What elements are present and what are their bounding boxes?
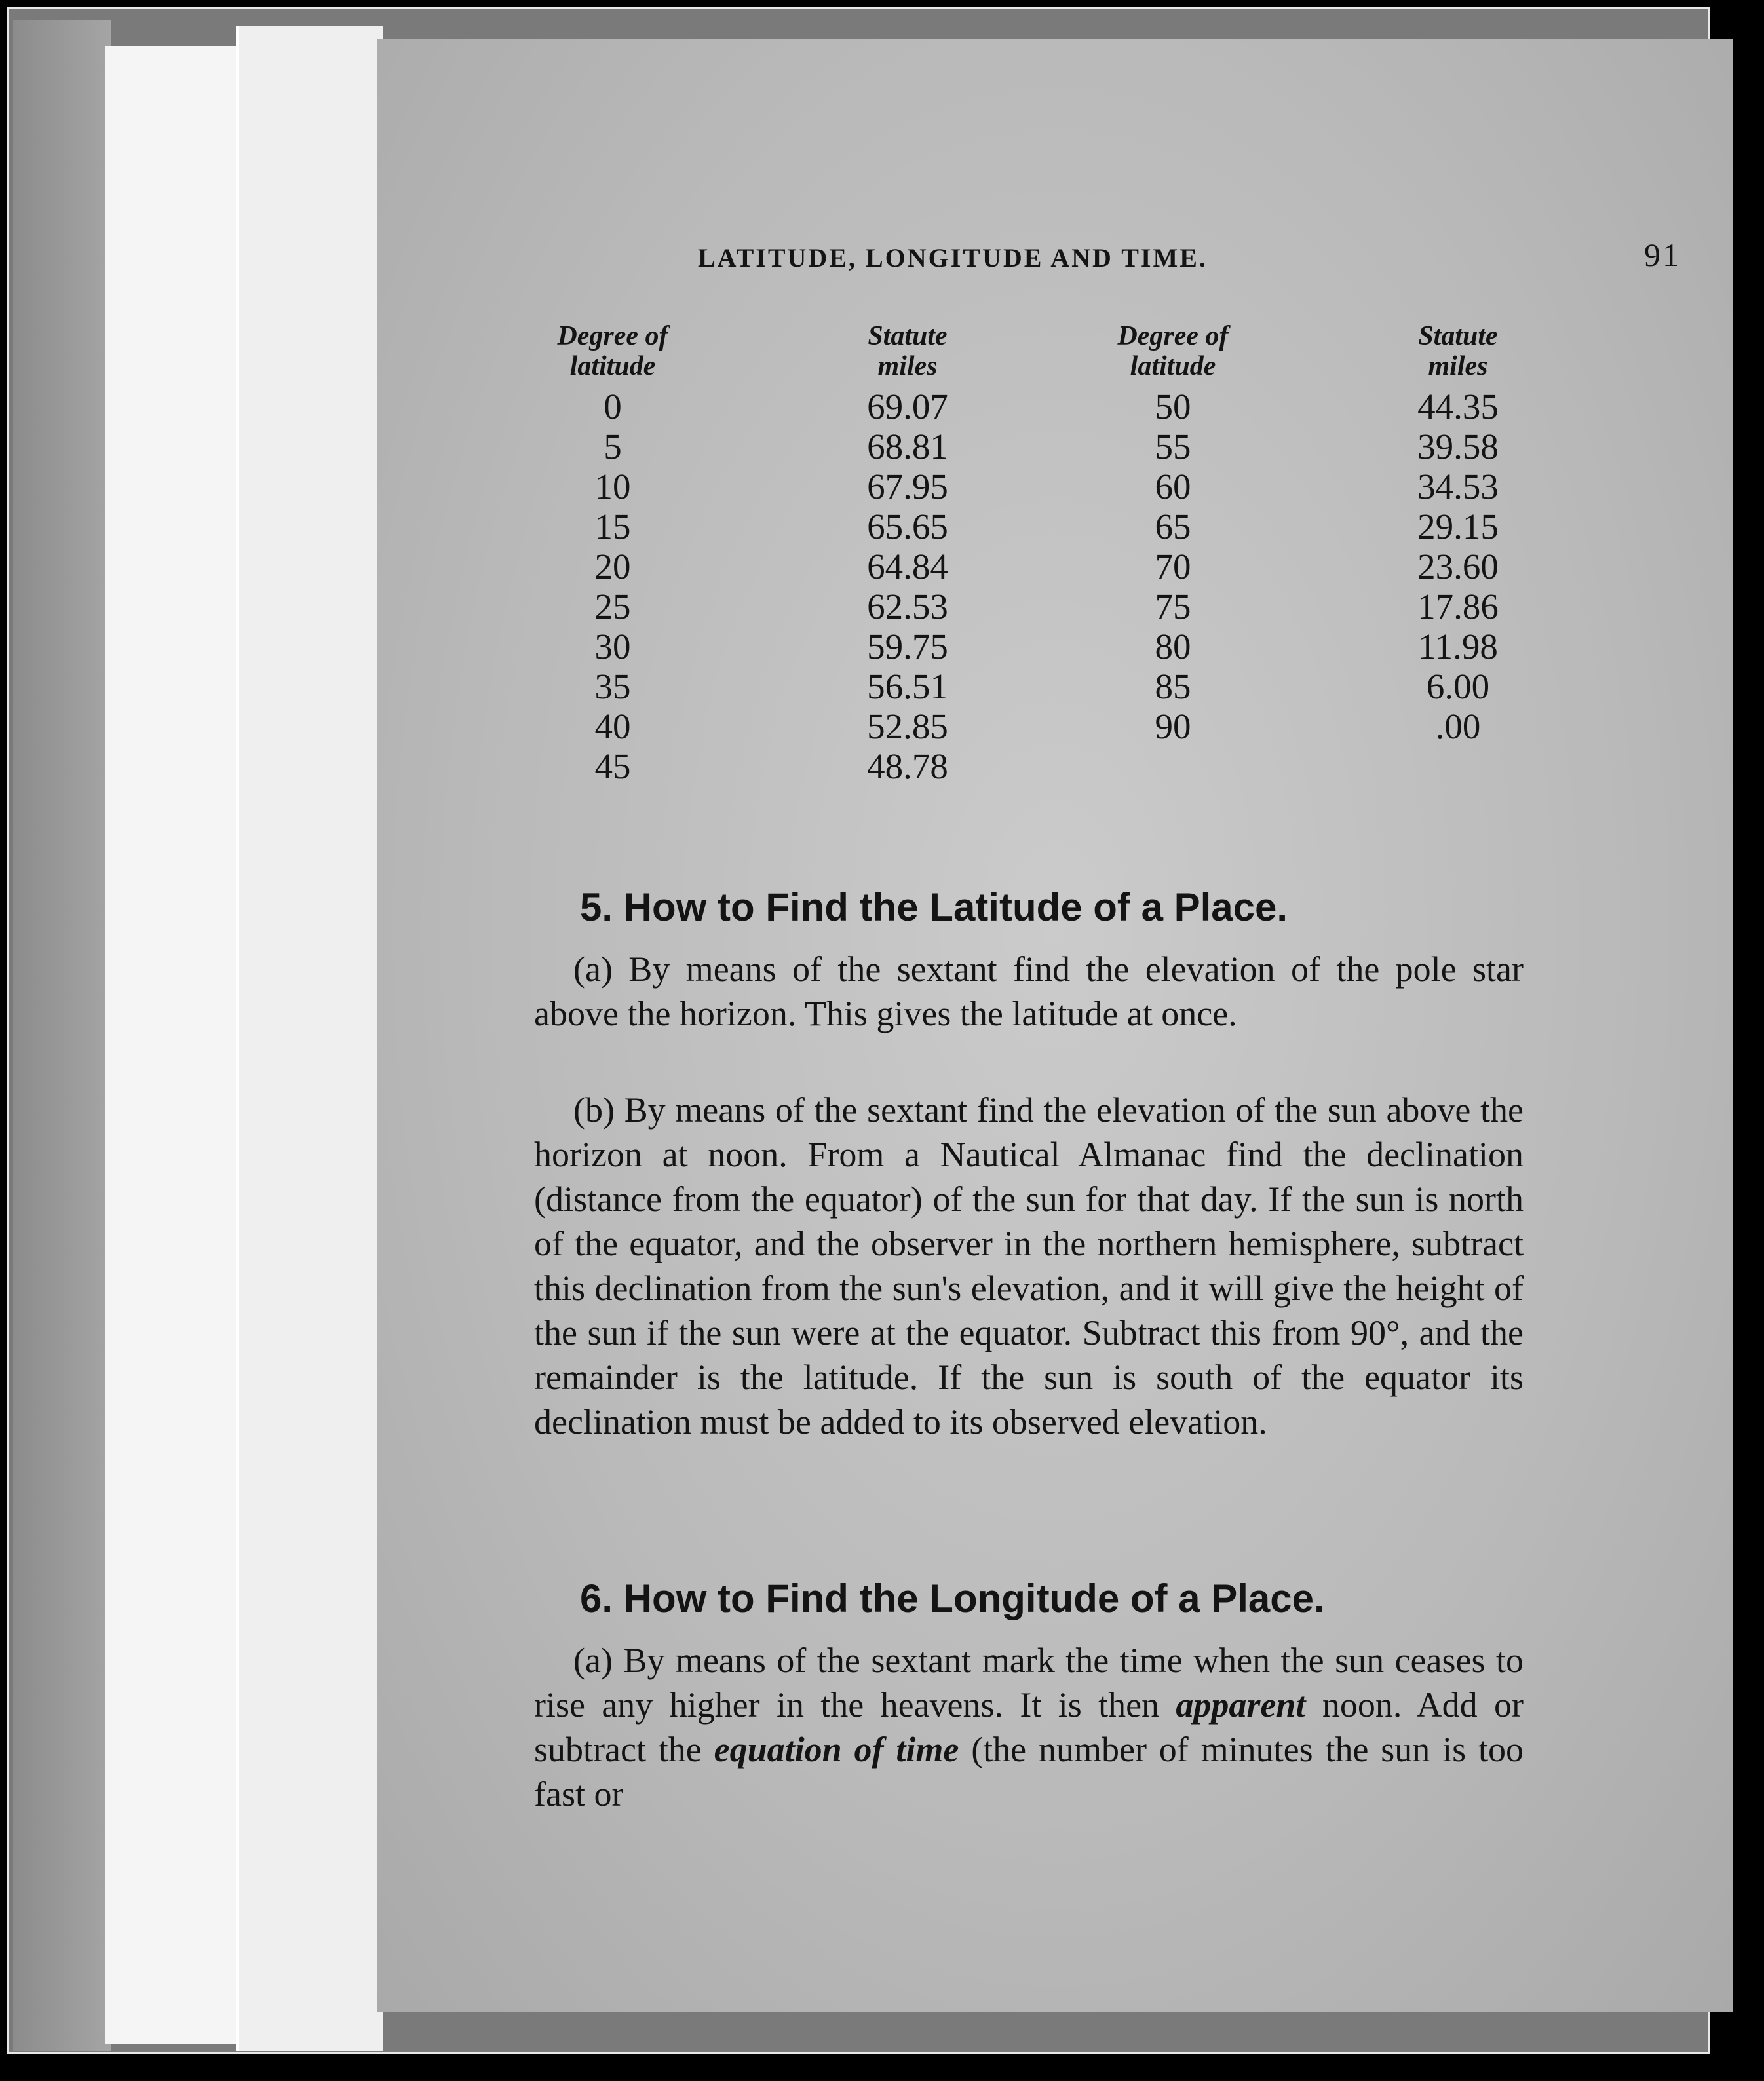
table-cell: 75 <box>1155 586 1191 626</box>
latitude-degree-table <box>508 321 1687 911</box>
table-cell: 50 <box>1155 387 1191 427</box>
column-header: Statute miles <box>1418 321 1498 381</box>
table-column-degree-right <box>1052 321 1294 746</box>
table-cell: 55 <box>1155 427 1191 467</box>
table-cell: 34.53 <box>1417 467 1499 506</box>
paragraph-text: noon. Add or subtract the <box>534 1685 1524 1769</box>
left-page-edge <box>13 20 111 2051</box>
table-cell: 64.84 <box>867 546 948 586</box>
table-cell: 59.75 <box>867 626 948 666</box>
table-cell: 67.95 <box>867 467 948 506</box>
table-column-miles-left <box>783 321 1032 786</box>
table-cell: 0 <box>604 387 622 427</box>
book-page <box>377 39 1733 2012</box>
book-edge-strip <box>105 46 236 2044</box>
table-cell: 80 <box>1155 626 1191 666</box>
table-column-miles-right <box>1333 321 1582 746</box>
italic-term-equation-of-time: equation of time <box>714 1730 959 1769</box>
table-cell: 6.00 <box>1426 666 1490 706</box>
paragraph-text: (a) By means of the sextant mark the time when the sun ceases to rise any higher in the heavens. It is then <box>534 1641 1524 1725</box>
column-header: Degree of latitude <box>557 321 668 381</box>
table-cell: 20 <box>594 546 631 586</box>
table-cell: 15 <box>594 506 631 546</box>
column-header: Statute miles <box>868 321 948 381</box>
table-cell: 62.53 <box>867 586 948 626</box>
table-cell: 10 <box>594 467 631 506</box>
table-cell: 56.51 <box>867 666 948 706</box>
table-cell: .00 <box>1435 706 1481 746</box>
table-cell: 39.58 <box>1417 427 1499 467</box>
table-cell: 65.65 <box>867 506 948 546</box>
table-cell: 60 <box>1155 467 1191 506</box>
table-cell: 85 <box>1155 666 1191 706</box>
section-5-paragraph-a: (a) By means of the sextant find the elevation of the pole star above the horizon. This gives the latitude at once. <box>534 949 1524 1033</box>
table-cell: 65 <box>1155 506 1191 546</box>
table-cell: 52.85 <box>867 706 948 746</box>
column-header: Degree of latitude <box>1117 321 1229 381</box>
table-column-degree-left <box>508 321 718 786</box>
table-cell: 23.60 <box>1417 546 1499 586</box>
table-cell: 5 <box>604 427 622 467</box>
table-cell: 69.07 <box>867 387 948 427</box>
running-head <box>698 236 1681 282</box>
section-6-paragraph-a <box>534 1638 1524 1816</box>
table-cell: 48.78 <box>867 746 948 786</box>
table-cell: 70 <box>1155 546 1191 586</box>
page-gutter <box>236 26 383 2051</box>
table-cell: 30 <box>594 626 631 666</box>
section-6-heading: 6. How to Find the Longitude of a Place. <box>580 1576 1325 1620</box>
table-cell: 35 <box>594 666 631 706</box>
table-cell: 17.86 <box>1417 586 1499 626</box>
table-cell: 11.98 <box>1418 626 1498 666</box>
table-cell: 90 <box>1155 706 1191 746</box>
table-cell: 68.81 <box>867 427 948 467</box>
table-cell: 25 <box>594 586 631 626</box>
table-cell: 40 <box>594 706 631 746</box>
table-cell: 29.15 <box>1417 506 1499 546</box>
table-cell: 44.35 <box>1417 387 1499 427</box>
table-cell: 45 <box>594 746 631 786</box>
section-5-heading: 5. How to Find the Latitude of a Place. <box>580 885 1288 929</box>
paragraph-text: (the number of minutes the sun is too fast or <box>534 1730 1524 1814</box>
italic-term-apparent: apparent <box>1176 1685 1306 1725</box>
page-number: 91 <box>1644 237 1681 273</box>
section-5-paragraph-b: (b) By means of the sextant find the elevation of the sun above the horizon at noon. From a Nautical Almanac find the declination (distance from the equator) of the sun for that day. If the sun is north of the equator, and the observer in the northern hemisphere, subtract this declination from the sun's elevation, and it will give the height of the sun if the sun were at the equator. Subtract this from 90°, and the remainder is the latitude. If the sun is south of the equator its declination must be added to its observed elevation. <box>534 1090 1524 1441</box>
running-title: LATITUDE, LONGITUDE AND TIME. <box>698 243 1208 273</box>
